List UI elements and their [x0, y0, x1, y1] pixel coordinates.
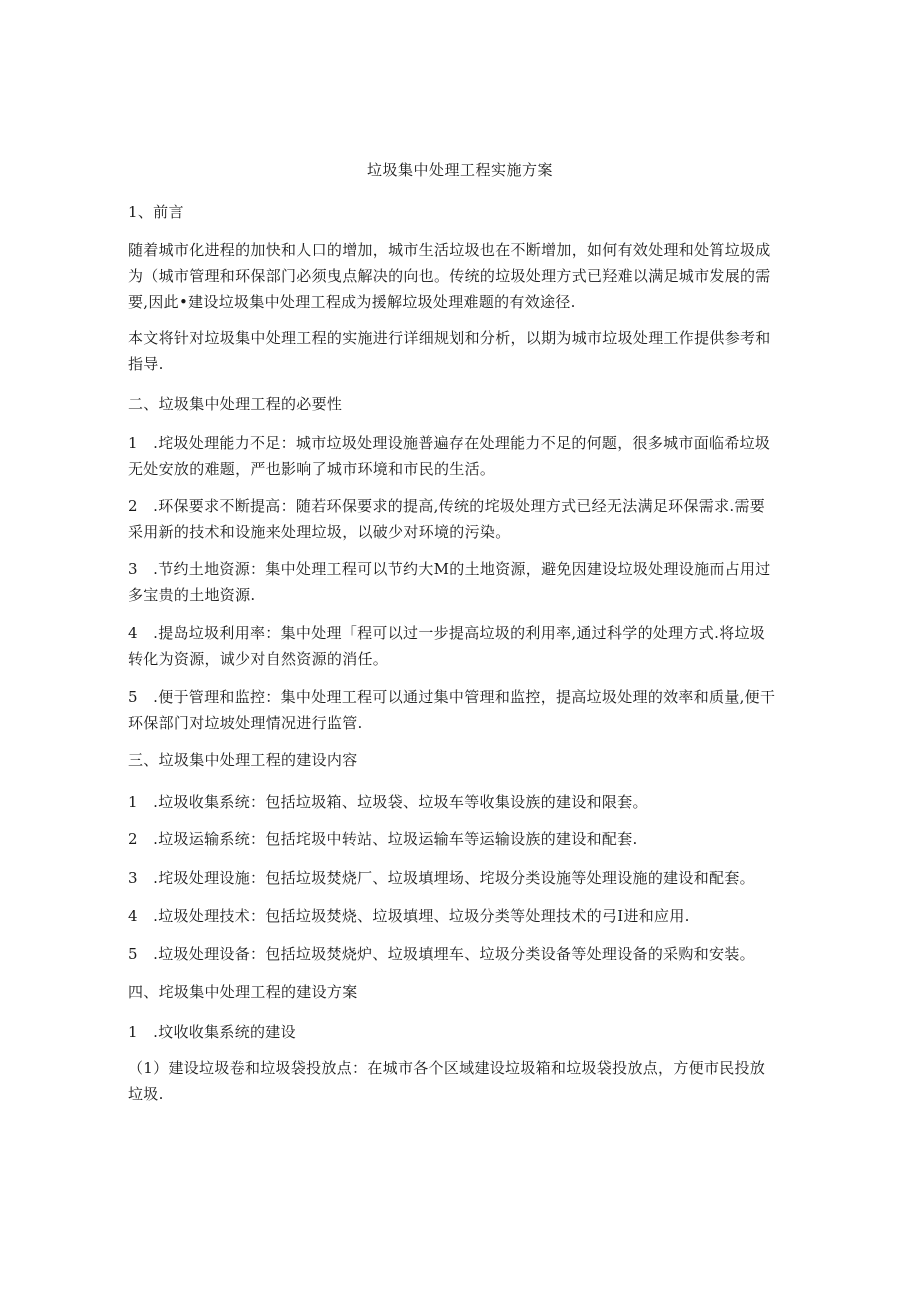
paragraph-purpose: [128, 325, 788, 377]
text-line: 1、前言: [128, 203, 184, 221]
text-line: （1）建设垃圾卷和垃圾袋投放点：在城市各个区域建设垃圾箱和垃圾袋投放点，方便市民投放: [128, 1059, 766, 1077]
section-heading-preface: [128, 199, 788, 225]
text-line: 采用新的技术和设施来处理垃圾，以破少对环境的污染。: [128, 523, 511, 541]
text-line: 3 .节约土地资源：集中处理工程可以节约大M的土地资源，避免因建设垃圾处理设施而占用过: [128, 560, 771, 578]
text-line: 1 .垃圾收集系统：包括垃圾箱、垃圾袋、垃圾车等收集设族的建设和限套。: [128, 793, 648, 811]
text-line: 二、垃圾集中处理工程的必要性: [128, 395, 343, 413]
text-line: 本文将针对垃圾集中处理工程的实施进行详细规划和分析，以期为城市垃圾处理工作提供参考和: [128, 329, 771, 347]
text-line: 5 .垃圾处理设备：包括垃圾焚烧炉、垃圾填埋车、垃圾分类设备等处理设备的采购和安装。: [128, 945, 755, 963]
text-line: 1 .坟收收集系统的建设: [128, 1023, 296, 1041]
list-item: [128, 903, 788, 929]
paragraph-intro: [128, 237, 788, 315]
section-heading-construction-plan: [128, 979, 788, 1005]
section-heading-necessity: [128, 391, 788, 417]
text-line: 三、垃圾集中处理工程的建设内容: [128, 751, 358, 769]
list-item: [128, 620, 788, 672]
text-line: 5 .便于管理和监控：集中处理工程可以通过集中管理和监控，提高垃圾处理的效率和质量,便干: [128, 688, 776, 706]
list-item: [128, 1055, 788, 1107]
text-line: 随着城市化进程的加快和人口的增加，城市生活垃圾也在不断增加，如何有效处理和处筲垃圾成: [128, 241, 771, 259]
text-line: 2 .垃圾运输系统：包括垞圾中转站、垃圾运输车等运输设族的建设和配套.: [128, 830, 638, 848]
section-heading-construction-content: [128, 747, 788, 773]
text-line: 4 .垃圾处理技术：包括垃圾焚烧、垃圾填埋、垃圾分类等处理技术的弓I进和应用.: [128, 907, 690, 925]
text-line: 无处安放的难题，严也影响了城市环境和市民的生活。: [128, 460, 496, 478]
text-line: 垃圾.: [128, 1085, 164, 1103]
list-item: [128, 826, 788, 852]
text-line: 环保部门对垃坡处理情况进行监管.: [128, 714, 363, 732]
text-line: 3 .垞圾处理设施：包括垃圾焚烧厂、垃圾填埋场、垞圾分类设施等处理设施的建设和配套。: [128, 869, 755, 887]
list-item: [128, 556, 788, 608]
text-line: 2 .环保要求不断提高：随若环保要求的提高,传统的垞圾处理方式已经无法满足环保需求.需要: [128, 497, 766, 515]
text-line: 要,因此•建设垃圾集中处理工程成为援解垃圾处理难题的有效途径.: [128, 293, 576, 311]
list-item: [128, 789, 788, 815]
list-item: [128, 941, 788, 967]
list-item: [128, 493, 788, 545]
list-item: [128, 430, 788, 482]
text-line: 转化为资源，诚少对自然资源的消任。: [128, 650, 389, 668]
text-line: 指导.: [128, 355, 164, 373]
list-item: [128, 865, 788, 891]
subsection-heading: [128, 1019, 788, 1045]
text-line: 1 .垞圾处理能力不足：城市垃圾处理设施普遍存在处理能力不足的何题，很多城市面临希垃圾: [128, 434, 771, 452]
text-line: 4 .提岛垃圾利用率：集中处理「程可以过一步提高垃圾的利用率,通过科学的处理方式.将垃圾: [128, 624, 766, 642]
document-title: 垃圾集中处理工程实施方案: [366, 161, 553, 179]
text-line: 为（城市管理和环保部门必须曳点解决的向也。传统的垃圾处理方式已羟难以满足城市发展的需: [128, 267, 771, 285]
text-line: 四、垞圾集中处理工程的建设方案: [128, 983, 358, 1001]
list-item: [128, 684, 788, 736]
text-line: 多宝贵的土地资源.: [128, 586, 256, 604]
